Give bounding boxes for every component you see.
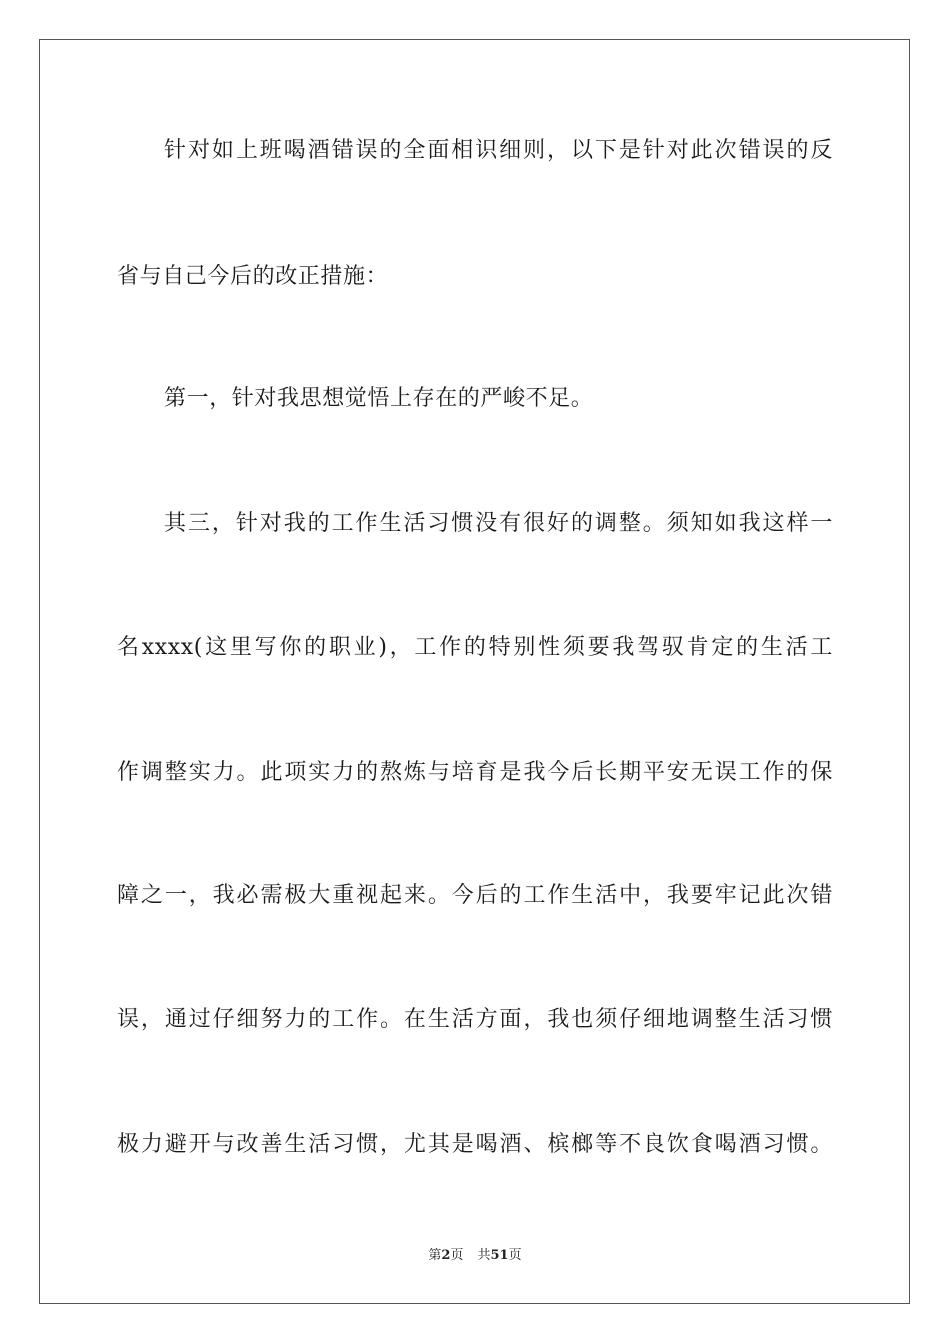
paragraph-line-1: 针对如上班喝酒错误的全面相识细则，以下是针对此次错误的反 [164,138,833,163]
paragraph-line-3: 第一，针对我思想觉悟上存在的严峻不足。 [164,386,594,411]
footer-page-prefix: 第 [428,1248,442,1263]
footer-total-suffix: 页 [508,1248,522,1263]
page-border [39,39,910,1304]
paragraph-line-9: 极力避开与改善生活习惯，尤其是喝酒、槟榔等不良饮食喝酒习惯。 [117,1132,833,1157]
footer-page-number: 2 [441,1248,451,1263]
footer-total-pages: 51 [490,1248,509,1263]
footer-page-suffix: 页 [450,1248,464,1263]
paragraph-line-8: 误，通过仔细努力的工作。在生活方面，我也须仔细地调整生活习惯 [117,1007,833,1032]
paragraph-line-5: 名xxxx(这里写你的职业)，工作的特别性须要我驾驭肯定的生活工 [117,635,833,660]
paragraph-line-7: 障之一，我必需极大重视起来。今后的工作生活中，我要牢记此次错 [117,883,833,908]
footer-total-prefix: 共 [477,1248,491,1263]
paragraph-line-4: 其三，针对我的工作生活习惯没有很好的调整。须知如我这样一 [164,511,833,536]
page-footer [0,1247,950,1265]
paragraph-line-6: 作调整实力。此项实力的熬炼与培育是我今后长期平安无误工作的保 [117,760,833,785]
paragraph-line-2: 省与自己今后的改正措施： [117,264,389,289]
